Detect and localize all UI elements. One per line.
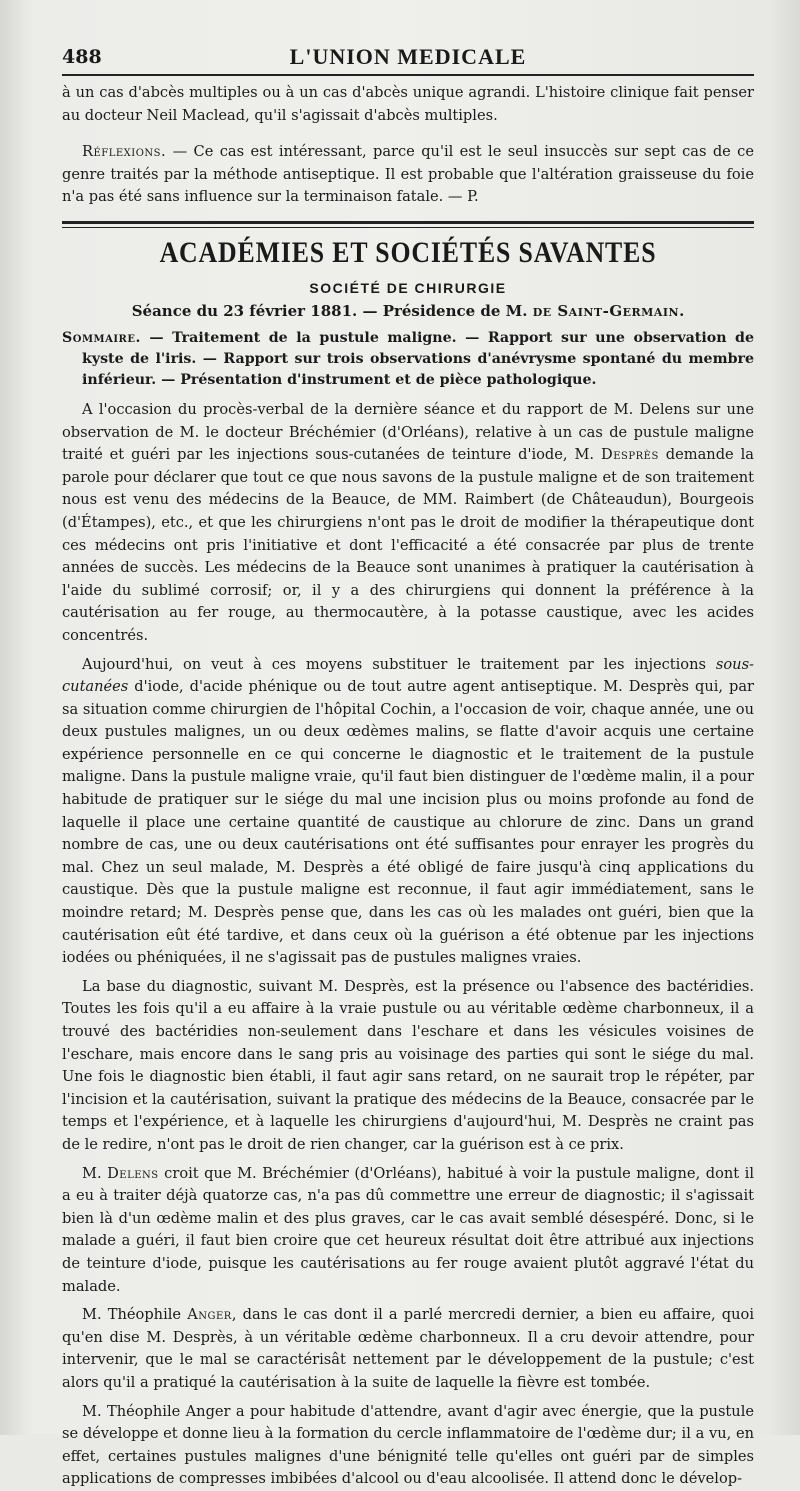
body-p4-text: croit que M. Bréchémier (d'Orléans), habitué à voir la pustule maligne, dont il a eu à traiter déjà quatorze cas, n'a pas dû commettre une erreur de diagnostic; il s'agissait bien là d'un œdème malin et des plus graves, car le cas avait semblé désespéré. Donc, si le malade a guéri, il faut bien croire que cet heureux résultat doit être attribué aux injections de teinture d'iode, puisque les cautérisations au fer rouge avaient plutôt aggravé l'état du malade. (62, 1164, 754, 1295)
spacer (62, 127, 754, 141)
body-paragraph-1 (62, 399, 754, 648)
body-p2-part-a: Aujourd'hui, on veut à ces moyens substituer le traitement par les injections (82, 655, 716, 673)
reflexions-label: Réflexions. (82, 143, 167, 161)
body-p2-part-b: d'iode, d'acide phénique ou de tout autre agent antiseptique. M. Desprès qui, par sa situation comme chirurgien de l'hôpital Cochin, a l'occasion de voir, chaque année, une ou deux pustules malignes, un ou deux œdèmes malins, se flatte d'avoir acquis une certaine expérience personnelle en ce qui concerne le diagnostic et le traitement de la pustule maligne. Dans la pustule maligne vraie, qu'il faut bien distinguer de l'œdème malin, il a pour habitude de pratiquer sur le siége du mal une incision plus ou moins profonde au fond de laquelle il place une certaine quantité de caustique au chlorure de zinc. Dans un grand nombre de cas, une ou deux cautérisations ont été suffisantes pour enrayer les progrès du mal. Chez un seul malade, M. Desprès a été obligé de faire jusqu'à cinq applications du caustique. Dès que la pustule maligne est reconnue, il faut agir immédiatement, sans le moindre retard; M. Desprès pense que, dans les cas où les malades ont guéri, bien que la cautérisation eût été tardive, et dans ceux où la guérison a été obtenue par les injections iodées ou phéniquées, il ne s'agissait pas de pustules malignes vraies. (62, 678, 754, 967)
section-rule (62, 221, 754, 228)
reflexions-text: — Ce cas est intéressant, parce qu'il est le seul insuccès sur sept cas de ce genre traités par la méthode antiseptique. Il est probable que l'altération graisseuse du foie n'a pas été sans influence sur la terminaison fatale. — P. (62, 143, 754, 206)
body-p1-part-a: A l'occasion du procès-verbal de la dernière séance et du rapport de M. Delens sur une observation de M. le docteur Bréchémier (d'Orléans), relative à un cas de pustule maligne traité et guéri par les injections sous-cutanées de teinture d'iode, M. (62, 400, 754, 464)
body-paragraph-3: La base du diagnostic, suivant M. Desprès, est la présence ou l'absence des bactéridies. Toutes les fois qu'il a eu affaire à la vraie pustule ou au véritable œdème charbonneux, il a trouvé des bactéridies non-seulement dans l'eschare et dans les vésicules voisines de l'eschare, mais encore dans le sang pris au voisinage des parties qui sont le siége du mal. Une fois le diagnostic bien établi, il faut agir sans retard, on ne saurait trop le répéter, par l'incision et la cautérisation, suivant la pratique des médecins de la Beauce, consacrée par le temps et l'expérience, et à laquelle les chirurgiens d'aujourd'hui, M. Desprès ne craint pas de le redire, n'ont pas le droit de rien changer, car la guérison est à ce prix. (62, 977, 754, 1153)
reflexions-paragraph (62, 141, 754, 209)
summary-paragraph (62, 328, 754, 391)
body-paragraph-5 (62, 1304, 754, 1394)
body-p5-prefix: M. Théophile (82, 1306, 188, 1324)
body-p4-prefix: M. (82, 1164, 108, 1182)
session-prefix: Séance du 23 février 1881. — Présidence de M. (131, 301, 533, 320)
section-title: ACADÉMIES ET SOCIÉTÉS SAVANTES (159, 235, 657, 269)
session-suffix: . (679, 301, 685, 320)
article-body (62, 399, 754, 1491)
body-p1-part-b: demande la parole pour déclarer que tout ce que nous savons de la pustule maligne et de son traitement nous est venu des médecins de la Beauce, de MM. Raimbert (de Châteaudun), Bourgeois (d'Étampes), etc., et que les chirurgiens n'ont pas le droit de modifier la thérapeutique dont ces médecins ont pris l'initiative et dont l'efficacité a été consacrée par plus de trente années de succès. Les médecins de la Beauce sont unanimes à pratiquer la cautérisation à l'aide du sublimé corrosif; or, il y a des chirurgiens qui donnent la préférence à la cautérisation au fer rouge, au thermocautère, à la potasse caustique, avec les acides concentrés. (62, 446, 754, 644)
journal-title: L'UNION MEDICALE (289, 44, 527, 69)
body-paragraph-2 (62, 654, 754, 970)
session-president: de Saint-Germain (532, 301, 680, 320)
intro-paragraph: à un cas d'abcès multiples ou à un cas d'abcès unique agrandi. L'histoire clinique fait penser au docteur Neil Maclead, qu'il s'agissait d'abcès multiples. (62, 84, 754, 124)
body-p2-italic: sous-cutanées (62, 655, 754, 696)
body-paragraph-4 (62, 1163, 754, 1299)
speaker-name-despres: Desprès (601, 446, 659, 464)
page-number: 488 (62, 46, 102, 68)
speaker-name-anger: Anger (187, 1306, 232, 1324)
body-paragraph-6: M. Théophile Anger a pour habitude d'attendre, avant d'agir avec énergie, que la pustule se développe et donne lieu à la formation du cercle inflammatoire de l'œdème dur; il a vu, en effet, certaines pustules malignes d'une bénignité telle qu'elles ont guéri par de simples applications de compresses imbibées d'alcool ou d'eau alcoolisée. Il attend donc le dévelop- (62, 1402, 754, 1488)
running-head (62, 40, 754, 76)
society-heading: SOCIÉTÉ DE CHIRURGIE (309, 279, 507, 296)
session-line (62, 302, 754, 320)
summary-label: Sommaire. (62, 329, 141, 346)
summary-text: — Traitement de la pustule maligne. — Rapport sur une observation de kyste de l'iris. — Rapport sur trois observations d'anévrysme spontané du membre inférieur. — Présentation d'instrument et de pièce pathologique. (82, 329, 754, 388)
body-p5-text: , dans le cas dont il a parlé mercredi dernier, a bien eu affaire, quoi qu'en dise M. Desprès, à un véritable œdème charbonneux. Il a cru devoir attendre, pour intervenir, que le mal se caractérisât nettement par le développement de la pustule; c'est alors qu'il a pratiqué la cautérisation à la suite de laquelle la fièvre est tombée. (62, 1306, 754, 1391)
speaker-name-delens: Delens (107, 1164, 159, 1182)
